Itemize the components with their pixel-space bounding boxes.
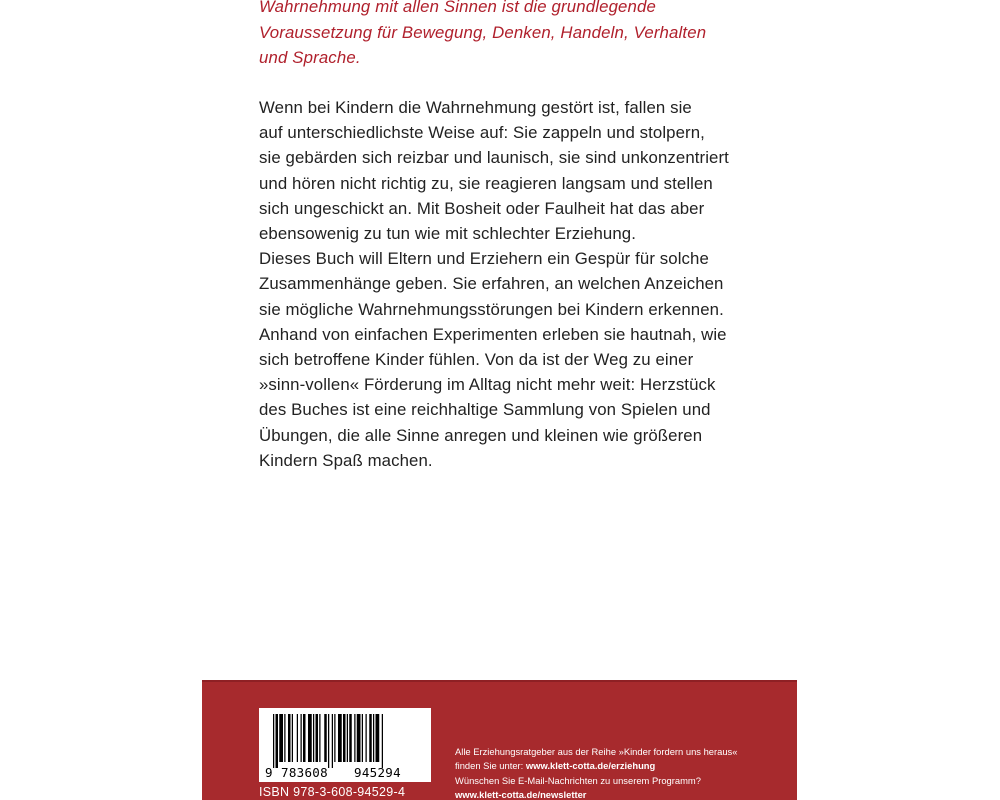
barcode-bar <box>308 714 312 762</box>
description-line: sie mögliche Wahrnehmungsstörungen bei Kindern erkennen. <box>259 299 724 319</box>
description-line: »sinn-vollen« Förderung im Alltag nicht mehr weit: Herzstück <box>259 375 716 395</box>
barcode-bar <box>276 714 279 768</box>
barcode-bar <box>373 714 374 762</box>
description-line: sich ungeschickt an. Mit Bosheit oder Faulheit hat das aber <box>259 198 705 218</box>
barcode-bar <box>357 714 361 762</box>
newsletter-info-line: Wünschen Sie E-Mail-Nachrichten zu unserem Programm? <box>455 774 701 786</box>
series-info-line: Alle Erziehungsratgeber aus der Reihe »Kinder fordern uns heraus« <box>455 746 738 757</box>
barcode-bar <box>382 714 383 768</box>
newsletter-link-line <box>455 788 795 800</box>
barcode-bar <box>273 714 274 768</box>
barcode-bar <box>303 714 306 762</box>
barcode-bar <box>343 714 346 762</box>
barcode-bar <box>324 714 327 762</box>
barcode-bar <box>284 714 285 762</box>
intro-line: Voraussetzung für Bewegung, Denken, Handeln, Verhalten <box>259 22 707 42</box>
find-info-line <box>455 759 795 773</box>
barcode-bar <box>369 714 372 762</box>
description-line: sie gebärden sich reizbar und launisch, sie sind unkonzentriert <box>259 148 729 168</box>
barcode-bar <box>376 714 380 762</box>
footer-band <box>202 680 797 800</box>
description-line: Dieses Buch will Eltern und Erziehern ein Gespür für solche <box>259 249 709 269</box>
intro-paragraph <box>259 0 729 71</box>
barcode-bar <box>279 714 283 762</box>
barcode-bar <box>297 714 298 762</box>
description-line: Zusammenhänge geben. Sie erfahren, an welchen Anzeichen <box>259 274 724 294</box>
barcode-bar <box>338 714 342 762</box>
newsletter-link[interactable]: www.klett-cotta.de/newsletter <box>455 788 587 800</box>
description-line: auf unterschiedlichste Weise auf: Sie zappeln und stolpern, <box>259 123 705 143</box>
barcode-bar <box>316 714 319 762</box>
barcode-bar <box>349 714 352 762</box>
barcode-bar <box>334 714 335 762</box>
description-line: und hören nicht richtig zu, sie reagieren langsam und stellen <box>259 173 713 193</box>
barcode-bar <box>288 714 291 762</box>
barcode-digit-group: 783608 <box>281 765 328 780</box>
barcode-bar <box>319 714 320 762</box>
intro-line: Wahrnehmung mit allen Sinnen ist die grundlegende <box>259 0 656 16</box>
intro-line: und Sprache. <box>259 48 361 67</box>
barcode-bar <box>301 714 302 762</box>
description-line: des Buches ist eine reichhaltige Sammlung von Spielen und <box>259 400 711 420</box>
barcode-bar <box>332 714 333 768</box>
erziehung-link[interactable]: www.klett-cotta.de/erziehung <box>525 760 656 772</box>
barcode-digit-group: 945294 <box>354 765 401 780</box>
isbn-number: ISBN 978-3-608-94529-4 <box>259 785 406 799</box>
description-line: sich betroffene Kinder fühlen. Von da ist der Weg zu einer <box>259 350 694 370</box>
description-line: Anhand von einfachen Experimenten erleben sie hautnah, wie <box>259 324 727 344</box>
barcode-bar <box>362 714 363 762</box>
find-prefix: finden Sie unter: <box>455 760 526 772</box>
description-line: ebensowenig zu tun wie mit schlechter Erziehung. <box>259 224 636 244</box>
barcode-bar <box>354 714 355 762</box>
publisher-info <box>455 745 795 800</box>
barcode <box>259 708 431 782</box>
barcode-digit-lead: 9 <box>265 765 273 780</box>
description-line: Kindern Spaß machen. <box>259 450 433 470</box>
barcode-bar <box>347 714 348 762</box>
description-line: Wenn bei Kindern die Wahrnehmung gestört ist, fallen sie <box>259 98 692 117</box>
description-line: Übungen, die alle Sinne anregen und kleinen wie größeren <box>259 425 703 445</box>
barcode-bar <box>328 714 329 768</box>
barcode-bar <box>366 714 367 762</box>
barcode-bar <box>292 714 293 762</box>
description-paragraph <box>259 95 729 473</box>
barcode-bar <box>313 714 314 762</box>
